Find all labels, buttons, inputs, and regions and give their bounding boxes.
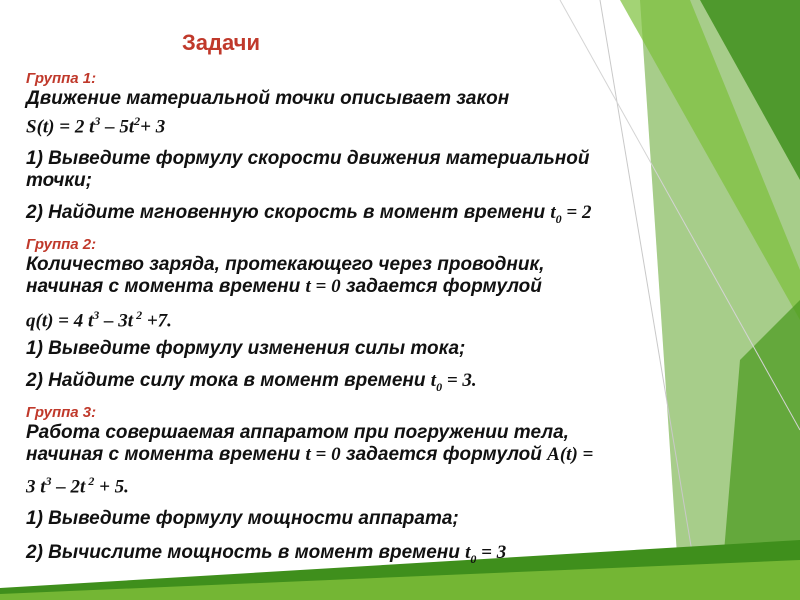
group-2-formula: q(t) = 4 $t^3 - 3t$ $^2$ +7. (26, 308, 172, 332)
group-3-question-1: 1) Выведите формулу мощности аппарата; (26, 508, 459, 529)
group-2-label: Группа 2: (26, 236, 97, 253)
group-1-label: Группа 1: (26, 70, 97, 87)
group-3-label: Группа 3: (26, 404, 97, 421)
group-2-intro: Количество заряда, протекающего через проводник, начиная с момента времени t = 0 задается формулой (26, 254, 545, 297)
group-1-intro: Движение материальной точки описывает закон (26, 88, 510, 109)
group-2-question-2: 2) Найдите силу тока в момент времени $t_0 = 3$. (26, 370, 477, 394)
group-1-question-2: 2) Найдите мгновенную скорость в момент времени $t_0 = 2$ (26, 202, 592, 226)
group-1-question-1: 1) Выведите формулу скорости движения материальной точки; (26, 148, 590, 191)
group-1-formula: S(t) = 2 $t^3 - 5t^2+ 3$ (26, 114, 166, 138)
group-3-formula: 3 $t^3 - 2t$ $^2$ + 5. (26, 474, 129, 498)
slide-title: Задачи (182, 30, 260, 55)
group-3-intro: Работа совершаемая аппаратом при погружении тела, начиная с момента времени t = 0 задается формулой A(t) = (26, 422, 594, 465)
group-2-question-1: 1) Выведите формулу изменения силы тока; (26, 338, 466, 359)
group-3-question-2: 2) Вычислите мощность в момент времени $t_0 = 3$ (26, 542, 507, 566)
